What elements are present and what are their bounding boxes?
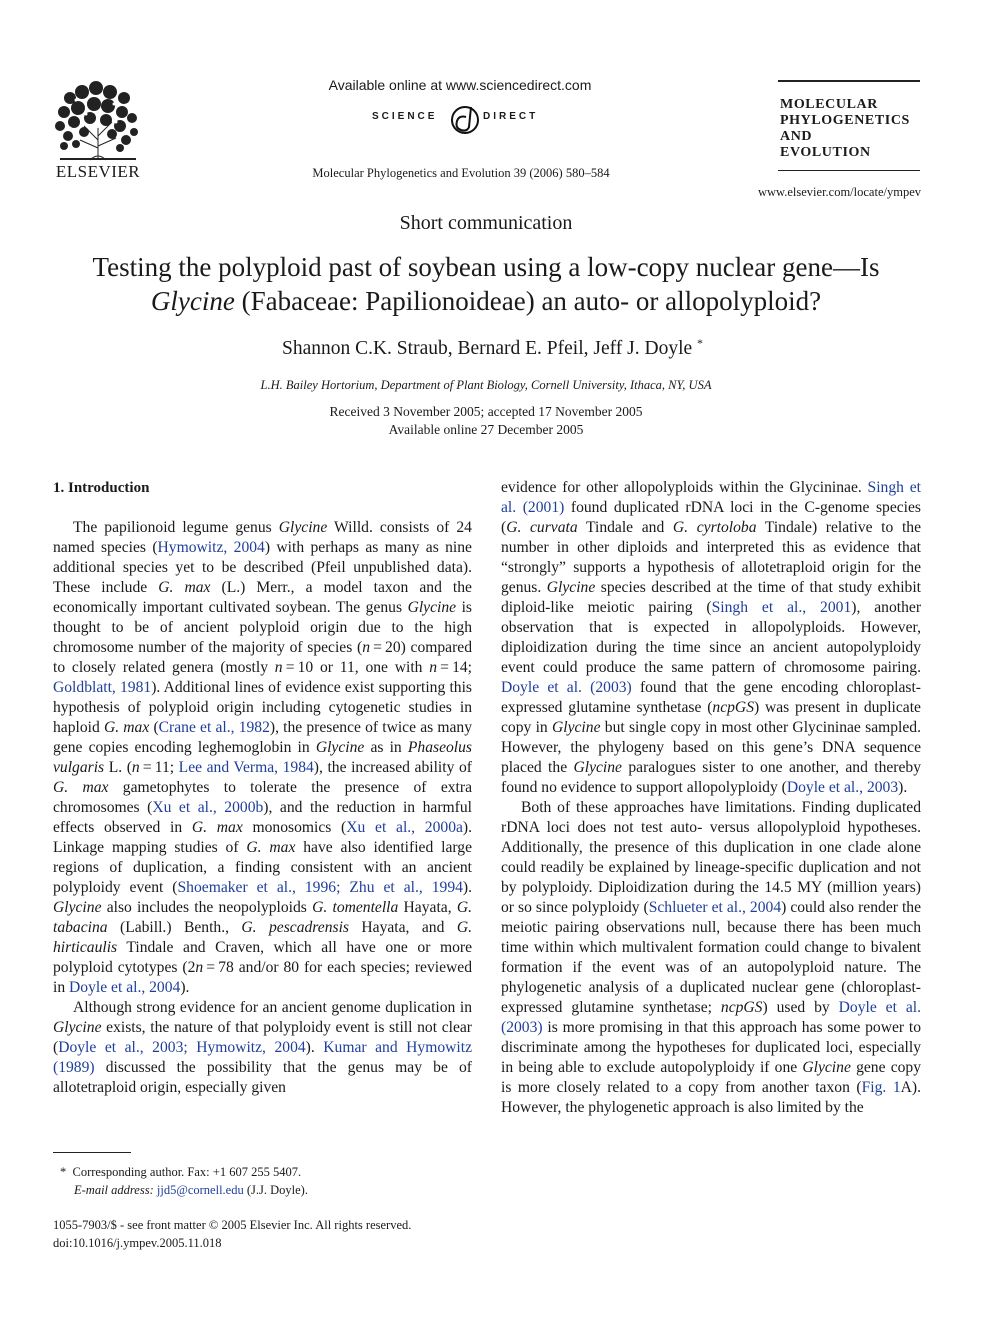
issn-copyright: 1055-7903/$ - see front matter © 2005 Elsevier Inc. All rights reserved.: [53, 1218, 412, 1232]
citation-link[interactable]: Xu et al., 2000a: [346, 819, 463, 836]
footnote-email-line: [60, 1181, 460, 1199]
online-date: Available online 27 December 2005: [388, 422, 584, 437]
journal-name-line: PHYLOGENETICS: [780, 113, 910, 128]
footnote-rule: [53, 1152, 131, 1153]
citation-link[interactable]: Doyle et al. (2003): [501, 999, 922, 1036]
citation-link[interactable]: Doyle et al., 2003: [786, 779, 899, 796]
footnote-corresponding-text: Corresponding author. Fax: +1 607 255 5407.: [72, 1165, 302, 1179]
author-affiliation: L.H. Bailey Hortorium, Department of Plant Biology, Cornell University, Ithaca, NY, USA: [260, 378, 712, 392]
citation-link[interactable]: Shoemaker et al., 1996; Zhu et al., 1994: [177, 879, 463, 896]
author-list: [0, 338, 985, 360]
title-line-2: [40, 284, 932, 318]
journal-url[interactable]: www.elsevier.com/locate/ympev: [757, 185, 921, 199]
publisher-name: ELSEVIER: [55, 162, 141, 181]
title-line-2-rest: (Fabaceae: Papilionoideae) an auto- or allopolyploid?: [234, 286, 822, 316]
citation-link[interactable]: Doyle et al., 2003; Hymowitz, 2004: [58, 1039, 306, 1056]
footnote-mark: *: [60, 1165, 67, 1179]
citation-link[interactable]: Doyle et al., 2004: [69, 979, 181, 996]
email-link[interactable]: jjd5@cornell.edu: [156, 1183, 244, 1197]
body-paragraph: Both of these approaches have limitations. Finding duplicated rDNA loci does not test auto- versus allopolyploid hypotheses. Additionally, the presence of this duplication in one clade alone could readily be explained by lineage-specific duplication and not by polyploidy. Diploidization during the 14.5 MY (million years) or so since polyploidy (Schlueter et al., 2004) could also render the meiotic pairing observations null, because there has been much time within which multivalent formation could change to bivalent formation if the event was of an autopolyploid nature. The phylogenetic analysis of a duplicated nuclear gene (chloroplast-expressed glutamine synthetase; ncpGS) used by Doyle et al. (2003) is more promising in that this approach has some power to discriminate among the hypotheses for duplicated loci, especially in being able to exclude autopolyploidy if one Glycine gene copy is more closely related to a copy from another taxon (Fig. 1A). However, the phylogenetic approach is also limited by the: [501, 799, 922, 1116]
citation-link[interactable]: Hymowitz, 2004: [157, 539, 265, 556]
citation-link[interactable]: Kumar and Hymowitz (1989): [53, 1039, 472, 1076]
article-type: Short communication: [399, 212, 573, 234]
citation-link[interactable]: Schlueter et al., 2004: [648, 899, 782, 916]
citation-link[interactable]: Singh et al. (2001): [501, 479, 921, 516]
doi[interactable]: doi:10.1016/j.ympev.2005.11.018: [53, 1236, 222, 1250]
journal-name-line: EVOLUTION: [780, 145, 871, 160]
copyright-block: [53, 1216, 493, 1252]
citation-link[interactable]: Crane et al., 1982: [158, 719, 270, 736]
available-online-banner[interactable]: Available online at www.sciencedirect.com: [328, 77, 592, 93]
sciencedirect-right-text: DIRECT: [483, 111, 539, 122]
citation-link[interactable]: Xu et al., 2000b: [152, 799, 264, 816]
received-dates: Received 3 November 2005; accepted 17 November 2005: [329, 404, 643, 419]
corresponding-author-mark[interactable]: *: [697, 336, 704, 350]
citation-link[interactable]: Lee and Verma, 1984: [178, 759, 314, 776]
title-genus: Glycine: [150, 286, 235, 316]
body-paragraph: The papilionoid legume genus Glycine Willd. consists of 24 named species (Hymowitz, 2004) with perhaps as many as nine additional species yet to be described (Pfeil unpublished data). These include G. max (L.) Merr., a model taxon and the economically important cultivated soybean. The genus Glycine is thought to be of ancient polyploid origin due to the high chromosome number of the majority of species (n = 20) compared to closely related genera (mostly n = 10 or 11, one with n = 14; Goldblatt, 1981). Additional lines of evidence exist supporting this hypothesis of polyploid origin including cytogenetic studies in haploid G. max (Crane et al., 1982), the presence of twice as many gene copies encoding leghemoglobin in Glycine as in Phaseolus vulgaris L. (n = 11; Lee and Verma, 1984), the increased ability of G. max gametophytes to tolerate the presence of extra chromosomes (Xu et al., 2000b), and the reduction in harmful effects observed in G. max monosomics (Xu et al., 2000a). Linkage mapping studies of G. max have also identified large regions of duplication, a finding consistent with an ancient polyploidy event (Shoemaker et al., 1996; Zhu et al., 1994). Glycine also includes the neopolyploids G. tomentella Hayata, G. tabacina (Labill.) Benth., G. pescadrensis Hayata, and G. hirticaulis Tindale and Craven, which all have one or more polyploid cytotypes (2n = 78 and/or 80 for each species; reviewed in Doyle et al., 2004).: [53, 519, 473, 996]
citation-link[interactable]: Doyle et al. (2003): [501, 679, 632, 696]
email-label: E-mail address:: [74, 1183, 154, 1197]
body-column-left: [53, 478, 472, 1098]
footnote: [60, 1163, 460, 1199]
author-names: Shannon C.K. Straub, Bernard E. Pfeil, Jeff J. Doyle: [281, 338, 693, 359]
article-title: [40, 250, 932, 318]
journal-citation: Molecular Phylogenetics and Evolution 39 (2006) 580–584: [312, 166, 610, 180]
citation-link[interactable]: Singh et al., 2001: [711, 599, 852, 616]
email-owner: (J.J. Doyle).: [246, 1183, 308, 1197]
sciencedirect-left-text: SCIENCE: [372, 111, 438, 122]
journal-name-bottom-rule: [778, 170, 920, 171]
body-column-right: [501, 478, 921, 1118]
journal-name: [780, 97, 930, 161]
section-heading: 1. Introduction: [53, 480, 150, 496]
body-paragraph: Although strong evidence for an ancient genome duplication in Glycine exists, the nature of that polyploidy event is still not clear (Doyle et al., 2003; Hymowitz, 2004). Kumar and Hymowitz (1989) discussed the possibility that the genus may be of allotetraploid origin, especially given: [53, 999, 472, 1096]
journal-name-line: MOLECULAR: [780, 97, 878, 112]
footnote-corresponding: [60, 1163, 460, 1181]
journal-name-top-rule: [778, 80, 920, 82]
journal-name-line: AND: [780, 129, 813, 144]
title-line-1: Testing the polyploid past of soybean using a low-copy nuclear gene—Is: [92, 252, 880, 282]
figure-link[interactable]: Fig. 1: [861, 1079, 901, 1096]
citation-link[interactable]: Goldblatt, 1981: [53, 679, 152, 696]
body-paragraph: evidence for other allopolyploids within the Glycininae. Singh et al. (2001) found duplicated rDNA loci in the C-genome species (G. curvata Tindale and G. cyrtoloba Tindale) relative to the number in other diploids and interpreted this as evidence that “strongly” supports a hypothesis of allotetraploid origin for the genus. Glycine species described at the time of that study exhibit diploid-like meiotic pairing (Singh et al., 2001), another observation that is expected in allopolyploids. However, diploidization during the time since an ancient autopolyploidy event could produce the same pattern of chromosome pairing. Doyle et al. (2003) found that the gene encoding chloroplast-expressed glutamine synthetase (ncpGS) was present in duplicate copy in Glycine but single copy in most other Glycininae sampled. However, the phylogeny based on this gene’s DNA sequence placed the Glycine paralogues sister to one another, and thereby found no evidence to support allopolyploidy (Doyle et al., 2003).: [501, 479, 922, 796]
